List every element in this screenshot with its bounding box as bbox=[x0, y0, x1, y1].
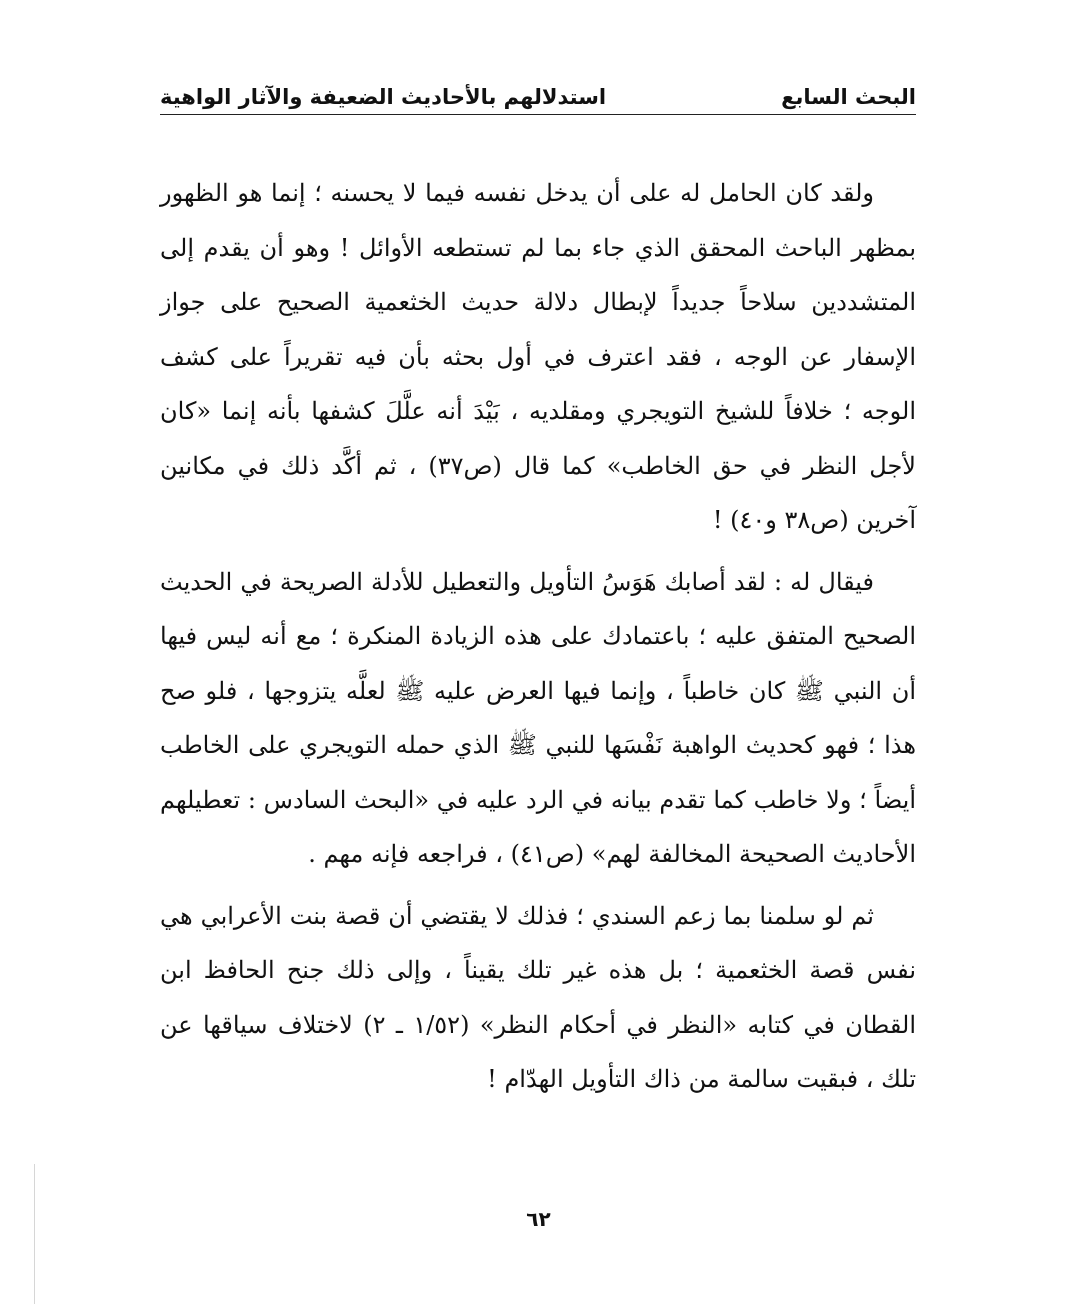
chapter-title: البحث السابع bbox=[781, 85, 916, 109]
running-header bbox=[160, 76, 916, 112]
page-number: ٦٢ bbox=[526, 1207, 551, 1231]
paragraph-1: ولقد كان الحامل له على أن يدخل نفسه فيما لا يحسنه ؛ إنما هو الظهور بمظهر الباحث المحقق الذي جاء بما لم تستطعه الأوائل ! وهو أن يقدم إلى المتشددين سلاحاً جديداً لإبطال دلالة حديث الخثعمية الصحيح على جواز الإسفار عن الوجه ، فقد اعترف في أول بحثه بأن فيه تقريراً على كشف الوجه ؛ خلافاً للشيخ التويجري ومقلديه ، بَيْدَ أنه علَّلَ كشفها بأنه إنما «كان لأجل النظر في حق الخاطب» كما قال (ص٣٧) ، ثم أكَّد ذلك في مكانين آخرين (ص٣٨ و٤٠) ! bbox=[160, 179, 917, 534]
scan-edge-line bbox=[34, 1164, 35, 1304]
paragraph-2: فيقال له : لقد أصابك هَوَسُ التأويل والتعطيل للأدلة الصريحة في الحديث الصحيح المتفق عليه ؛ باعتمادك على هذه الزيادة المنكرة ؛ مع أنه ليس فيها أن النبي ﷺ كان خاطباً ، وإنما فيها العرض عليه ﷺ لعلَّه يتزوجها ، فلو صح هذا ؛ فهو كحديث الواهبة نَفْسَها للنبي ﷺ الذي حمله التويجري على الخاطب أيضاً ؛ ولا خاطب كما تقدم بيانه في الرد عليه في «البحث السادس : تعطيلهم الأحاديث الصحيحة المخالفة لهم» (ص٤١) ، فراجعه فإنه مهم . bbox=[160, 567, 916, 868]
section-title: استدلالهم بالأحاديث الضعيفة والآثار الواهية bbox=[160, 85, 607, 109]
body-text bbox=[160, 166, 916, 1107]
paragraph-3: ثم لو سلمنا بما زعم السندي ؛ فذلك لا يقتضي أن قصة بنت الأعرابي هي نفس قصة الخثعمية ؛ بل هذه غير تلك يقيناً ، وإلى ذلك جنح الحافظ ابن القطان في كتابه «النظر في أحكام النظر» (١/٥٢ ـ ٢) لاختلاف سياقها عن تلك ، فبقيت سالمة من ذاك التأويل الهدّام ! bbox=[160, 901, 916, 1093]
header-rule bbox=[160, 114, 916, 115]
